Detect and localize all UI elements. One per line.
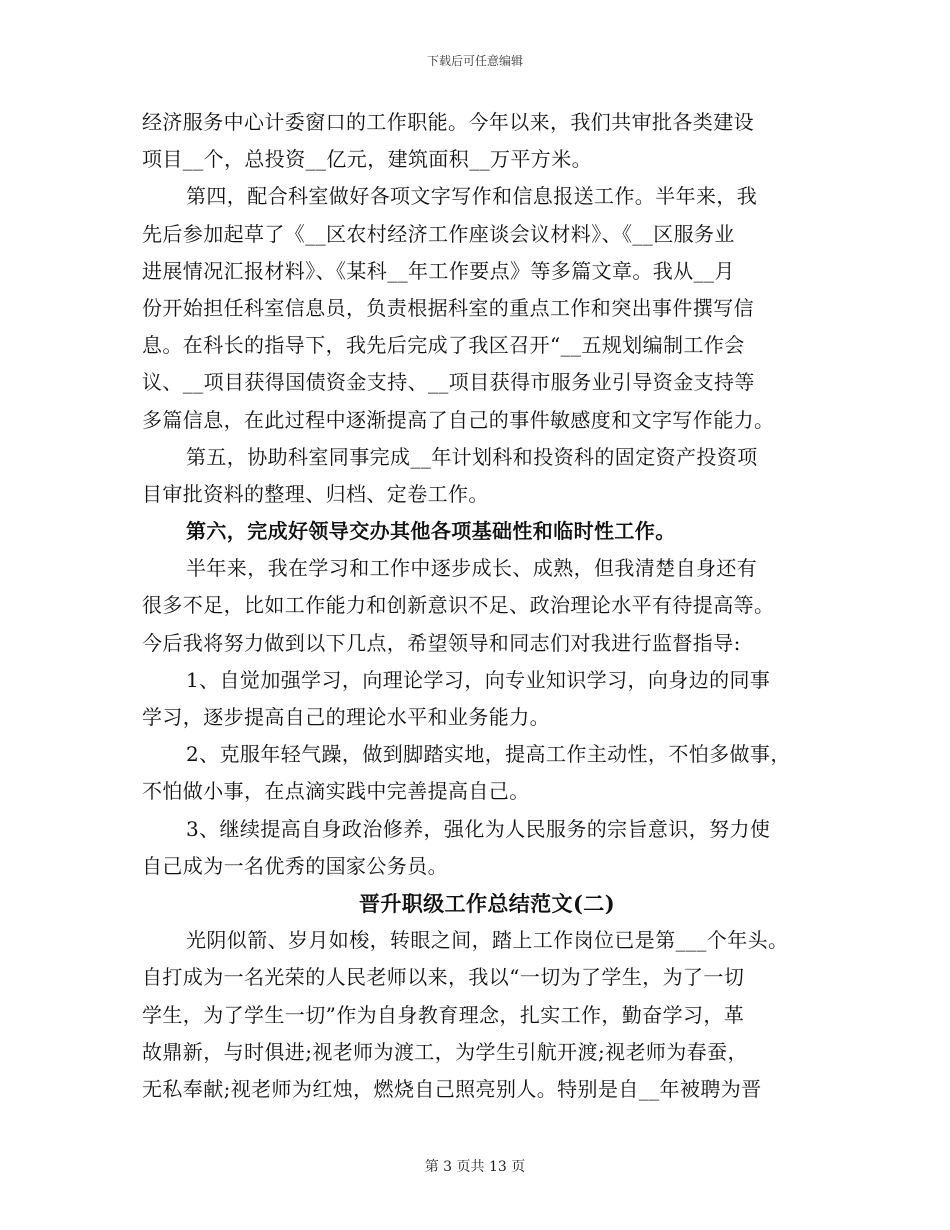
page-footer: 第 3 页共 13 页 [424, 1159, 526, 1175]
list-item-2: 2、克服年轻气躁，做到脚踏实地，提高工作主动性，不怕多做事， [186, 742, 791, 767]
text-line: 学生，为了学生一切”作为自身教育理念，扎实工作，勤奋学习，革 [142, 1002, 745, 1027]
section-title: 晋升职级工作总结范文(二) [358, 890, 616, 916]
text-line: 不怕做小事，在点滴实践中完善提高自己。 [142, 779, 530, 804]
document-body [142, 104, 832, 1108]
paragraph-intro: 光阴似箭、岁月如梭，转眼之间，踏上工作岗位已是第___个年头。 [186, 928, 789, 953]
text-line: 自己成为一名优秀的国家公务员。 [142, 853, 448, 878]
paragraph-sixth-heading: 第六，完成好领导交办其他各项基础性和临时性工作。 [186, 519, 676, 544]
text-line: 今后我将努力做到以下几点，希望领导和同志们对我进行监督指导: [142, 630, 741, 655]
text-line: 故鼎新，与时俱进;视老师为渡工，为学生引航开渡;视老师为春蚕， [142, 1039, 748, 1064]
list-item-3: 3、继续提高自身政治修养，强化为人民服务的宗旨意识，努力使 [186, 816, 771, 841]
text-line: 息。在科长的指导下，我先后完成了我区召开“__五规划编制工作会 [142, 333, 745, 358]
page-header: 下载后可任意编辑 [426, 54, 523, 68]
text-line: 多篇信息，在此过程中逐渐提高了自己的事件敏感度和文字写作能力。 [142, 407, 775, 432]
text-line: 进展情况汇报材料》、《某科__年工作要点》等多篇文章。我从__月 [142, 258, 735, 283]
text-line: 自打成为一名光荣的人民老师以来，我以“一切为了学生，为了一切 [142, 965, 745, 990]
paragraph-fourth: 第四，配合科室做好各项文字写作和信息报送工作。半年来，我 [186, 184, 758, 209]
text-line: 目审批资料的整理、归档、定卷工作。 [142, 481, 489, 506]
text-line: 很多不足，比如工作能力和创新意识不足、政治理论水平有待提高等。 [142, 593, 775, 618]
paragraph-fifth: 第五，协助科室同事完成__年计划科和投资科的固定资产投资项 [186, 444, 758, 469]
paragraph-summary: 半年来，我在学习和工作中逐步成长、成熟，但我清楚自身还有 [186, 556, 758, 581]
text-line: 无私奉献;视老师为红烛，燃烧自己照亮别人。特别是自__年被聘为晋 [142, 1076, 762, 1101]
list-item-1: 1、自觉加强学习，向理论学习，向专业知识学习，向身边的同事 [186, 667, 771, 692]
text-line: 份开始担任科室信息员，负责根据科室的重点工作和突出事件撰写信 [142, 295, 754, 320]
text-line: 经济服务中心计委窗口的工作职能。今年以来，我们共审批各类建设 [142, 110, 754, 134]
text-line: 议、__项目获得国债资金支持、__项目获得市服务业引导资金支持等 [142, 370, 755, 395]
text-line: 项目__个，总投资__亿元，建筑面积__万平方米。 [142, 147, 592, 172]
text-line: 学习，逐步提高自己的理论水平和业务能力。 [142, 705, 550, 729]
text-line: 先后参加起草了《__区农村经济工作座谈会议材料》、《__区服务业 [142, 221, 735, 246]
